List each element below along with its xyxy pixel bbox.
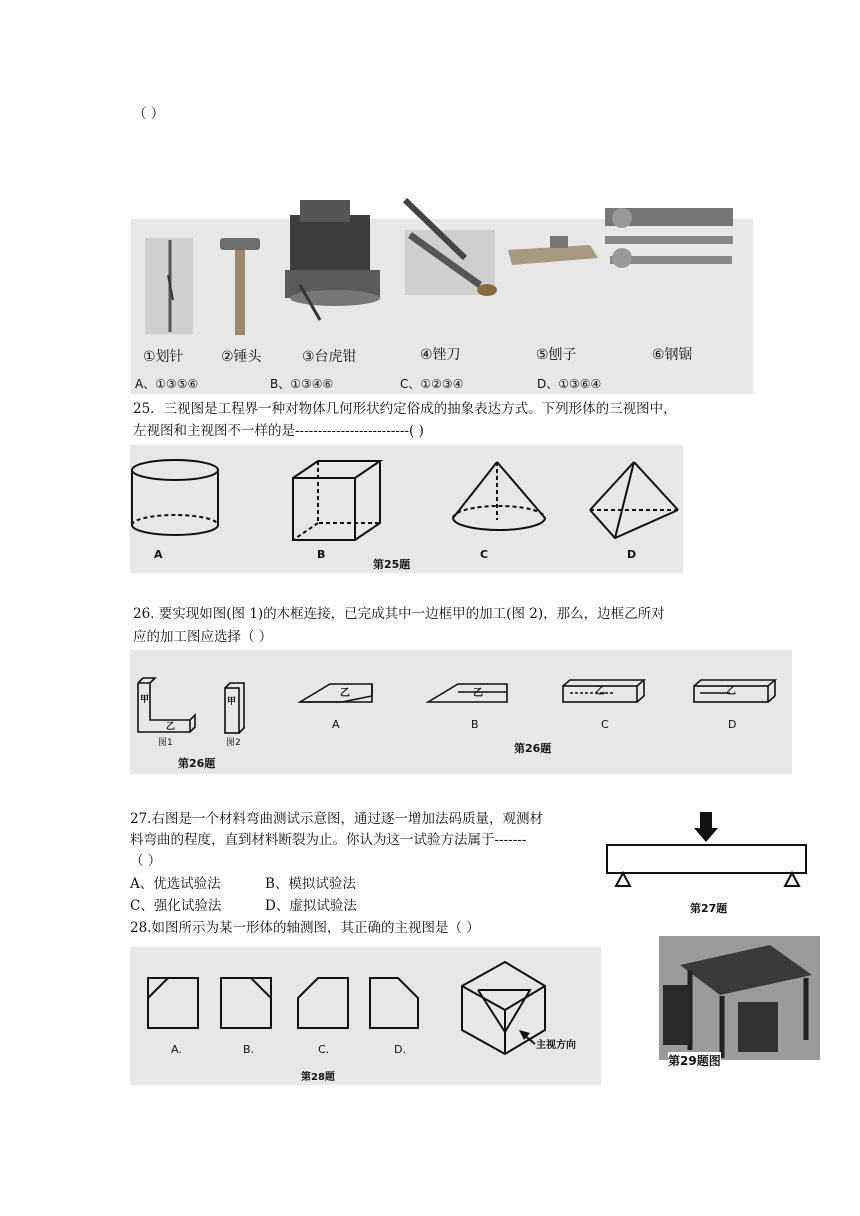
q25-label-d: D bbox=[627, 548, 637, 561]
q28-line-1: 28.如图所示为某一形体的轴测图，其正确的主视图是（ ） bbox=[130, 920, 480, 936]
q24-option-c: C、①②③④ bbox=[400, 377, 464, 391]
q24-option-a: A、①③⑤⑥ bbox=[135, 377, 199, 391]
q26-caption-center: 第26题 bbox=[514, 742, 552, 755]
q27-option-d: D、虚拟试验法 bbox=[265, 898, 357, 914]
q26-line-2: 应的加工图应选择（ ） bbox=[133, 629, 273, 645]
piece-d-char: 乙 bbox=[726, 686, 736, 697]
q27-option-c: C、强化试验法 bbox=[130, 898, 222, 914]
q24-stem-tail: （ ） bbox=[133, 106, 165, 122]
q25-caption: 第25题 bbox=[373, 558, 411, 571]
q29-caption: 第29题图 bbox=[668, 1054, 721, 1068]
q26-label-b: B bbox=[471, 718, 479, 731]
q24-option-d: D、①③⑥④ bbox=[537, 377, 602, 391]
piece-c-char: 乙 bbox=[595, 686, 605, 697]
fig2-label: 图2 bbox=[226, 738, 241, 748]
q28-label-d: D. bbox=[394, 1043, 406, 1056]
tool-label-2: ②锤头 bbox=[221, 349, 262, 365]
q26-label-a: A bbox=[332, 718, 340, 731]
fig2-char-jia: 甲 bbox=[227, 697, 237, 707]
tool-label-3: ③台虎钳 bbox=[302, 349, 357, 365]
fig1-char-yi: 乙 bbox=[166, 722, 176, 732]
q27-line-1: 27.右图是一个材料弯曲测试示意图，通过逐一增加法码质量，观测材 bbox=[130, 811, 543, 827]
q25-line-1: 25．三视图是工程界一种对物体几何形状约定俗成的抽象表达方式。下列形体的三视图中， bbox=[133, 401, 677, 417]
q25-label-c: C bbox=[480, 548, 489, 561]
tool-label-6: ⑥钢锯 bbox=[652, 347, 693, 363]
q25-label-a: A bbox=[154, 548, 163, 561]
q28-label-c: C. bbox=[318, 1043, 330, 1056]
q25-line-2: 左视图和主视图不一样的是-------------------------( ) bbox=[133, 423, 424, 439]
fig1-char-jia: 甲 bbox=[140, 695, 150, 705]
tool-label-1: ①划针 bbox=[143, 349, 184, 365]
q28-label-a: A. bbox=[171, 1043, 182, 1056]
piece-b-char: 乙 bbox=[473, 688, 483, 699]
q26-label-d: D bbox=[728, 718, 737, 731]
q27-option-b: B、模拟试验法 bbox=[265, 876, 356, 892]
q28-label-b: B. bbox=[243, 1043, 255, 1056]
piece-a-char: 乙 bbox=[340, 688, 350, 699]
tool-label-4: ④锉刀 bbox=[420, 347, 461, 363]
q26-line-1: 26. 要实现如图(图 1)的木框连接，已完成其中一边框甲的加工(图 2)，那么，边框乙所对 bbox=[133, 606, 665, 622]
q24-option-b: B、①③④⑥ bbox=[270, 377, 334, 391]
q25-label-b: B bbox=[317, 548, 326, 561]
q26-caption-left: 第26题 bbox=[178, 757, 216, 770]
q27-line-3: （ ） bbox=[130, 853, 162, 869]
direction-label: 主视方向 bbox=[536, 1040, 576, 1051]
q27-caption: 第27题 bbox=[690, 902, 728, 915]
fig1-label: 图1 bbox=[158, 738, 173, 748]
q27-option-a: A、优选试验法 bbox=[130, 876, 221, 892]
q26-label-c: C bbox=[601, 718, 609, 731]
q28-caption: 第28题 bbox=[301, 1072, 335, 1083]
tool-label-5: ⑤刨子 bbox=[536, 347, 577, 363]
q27-line-2: 料弯曲的程度，直到材料断裂为止。你认为这一试验方法属于------- bbox=[130, 832, 527, 848]
